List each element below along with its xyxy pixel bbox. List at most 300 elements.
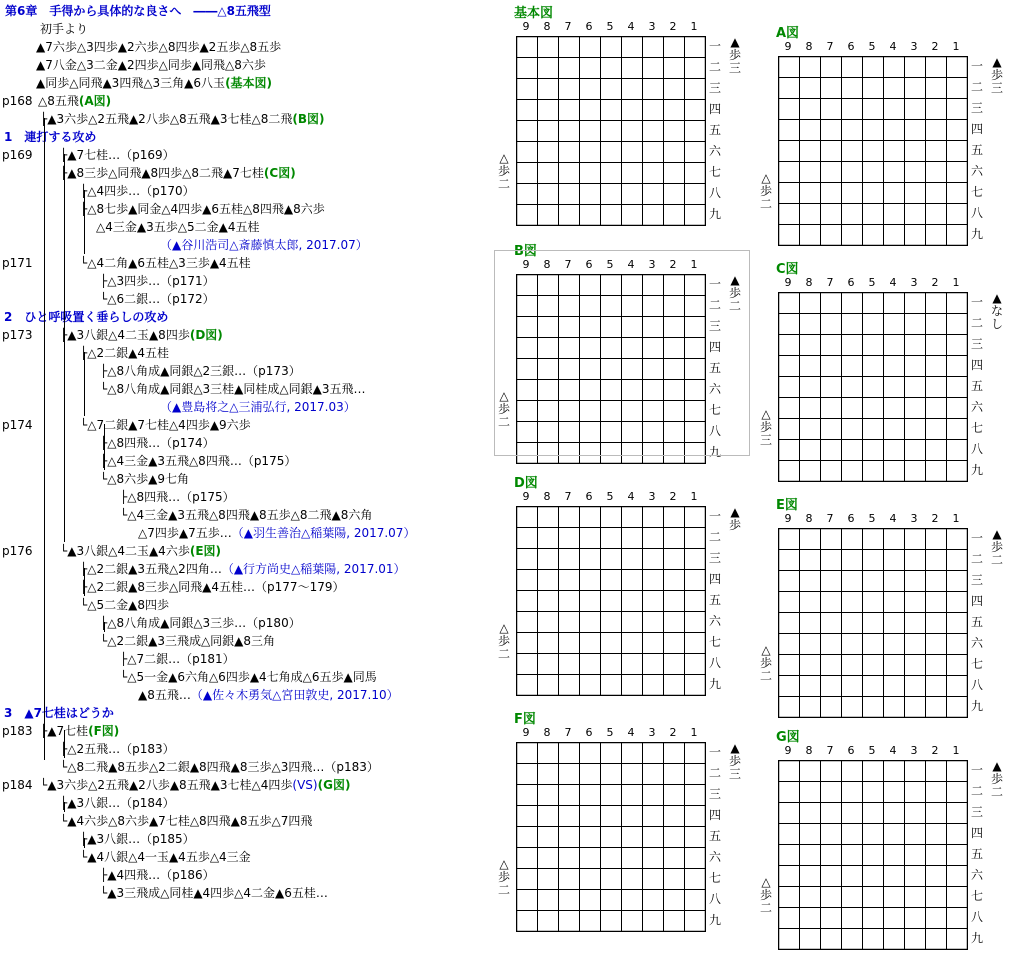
move-text: ├▲3八銀△4二玉▲8四歩 — [60, 328, 190, 342]
sente-hand-pieces: ▲歩二 — [728, 273, 741, 313]
variation-line — [100, 632, 275, 650]
page-ref: p174 — [2, 418, 33, 432]
rank-label: 二 — [708, 298, 721, 312]
file-label: 4 — [627, 258, 635, 271]
gote-hand-pieces: △歩二 — [497, 389, 510, 429]
variation-line — [36, 74, 272, 92]
move-text: △7四歩▲7五歩… — [138, 526, 232, 540]
rank-label: 六 — [708, 144, 721, 158]
rank-label: 一 — [708, 509, 721, 523]
rank-label: 五 — [970, 143, 983, 157]
variation-line — [120, 668, 377, 686]
sente-hand-pieces: ▲歩三 — [990, 55, 1003, 95]
move-text: ├△2二銀▲4五桂 — [80, 346, 169, 360]
move-text: ▲7六歩△3四歩▲2六歩△8四歩▲2五歩△8五歩 — [36, 40, 282, 54]
move-text: └△8二飛▲8五歩△2二銀▲8四飛▲8三歩△3四飛…（p183） — [60, 760, 379, 774]
gote-hand-pieces: △歩二 — [497, 151, 510, 191]
move-text: └△6二銀…（p172） — [100, 292, 215, 306]
file-label: 1 — [952, 40, 960, 53]
rank-label: 二 — [970, 80, 983, 94]
tree-connector — [84, 838, 85, 848]
rank-label: 二 — [970, 552, 983, 566]
rank-label: 一 — [970, 295, 983, 309]
chapter-title — [5, 2, 271, 20]
diagram-ref: (F図) — [88, 724, 120, 738]
page-ref: p173 — [2, 328, 33, 342]
move-text: 2 ひと呼吸置く垂らしの攻め — [4, 310, 169, 324]
move-text: ├△7二銀…（p181） — [120, 652, 235, 666]
file-label: 2 — [931, 40, 939, 53]
variation-line — [100, 884, 328, 902]
rank-label: 二 — [708, 60, 721, 74]
variation-line — [120, 650, 235, 668]
rank-label: 八 — [970, 910, 983, 924]
file-label: 6 — [585, 490, 593, 503]
tree-connector — [44, 118, 45, 760]
file-label: 7 — [564, 20, 572, 33]
file-label: 3 — [648, 20, 656, 33]
file-label: 6 — [847, 276, 855, 289]
rank-label: 五 — [708, 361, 721, 375]
rank-label: 五 — [970, 615, 983, 629]
section-heading — [4, 704, 114, 722]
variation-line — [60, 740, 175, 758]
file-label: 9 — [522, 726, 530, 739]
diagram-title: 基本図 — [514, 6, 554, 21]
diagram-ref: (A図) — [78, 94, 112, 108]
section-heading — [4, 128, 96, 146]
rank-label: 四 — [970, 594, 983, 608]
file-label: 5 — [868, 276, 876, 289]
vs-tag: (VS) — [292, 778, 318, 792]
file-label: 5 — [606, 726, 614, 739]
file-label: 2 — [669, 20, 677, 33]
file-label: 4 — [627, 490, 635, 503]
move-text: ├△8八角成▲同銀△2三銀…（p173） — [100, 364, 301, 378]
variation-line — [60, 146, 175, 164]
gote-hand-pieces: △歩二 — [497, 621, 510, 661]
variation-line — [160, 398, 356, 416]
shogi-board — [778, 292, 968, 482]
file-label: 2 — [669, 490, 677, 503]
sente-hand-pieces: ▲歩三 — [728, 741, 741, 781]
move-text: ├▲3六歩△2五飛▲2八歩△8五飛▲3七桂△8二飛 — [40, 112, 293, 126]
file-label: 8 — [543, 490, 551, 503]
shogi-board — [778, 56, 968, 246]
file-label: 6 — [585, 20, 593, 33]
move-text: └△5一金▲6六角△6四歩▲4七角成△6五歩▲同馬 — [120, 670, 377, 684]
file-label: 4 — [889, 744, 897, 757]
shogi-board — [778, 528, 968, 718]
shogi-board — [516, 36, 706, 226]
file-label: 8 — [543, 258, 551, 271]
move-text: ├▲7七桂 — [40, 724, 89, 738]
rank-label: 八 — [708, 656, 721, 670]
rank-label: 七 — [970, 657, 983, 671]
shogi-board — [778, 760, 968, 950]
sente-hand-pieces: ▲歩三 — [728, 35, 741, 75]
file-label: 7 — [826, 40, 834, 53]
file-label: 6 — [585, 726, 593, 739]
rank-label: 八 — [708, 424, 721, 438]
move-text: （▲谷川浩司△斎藤慎太郎, 2017.07） — [160, 238, 368, 252]
rank-label: 四 — [708, 340, 721, 354]
tree-connector — [64, 802, 65, 812]
rank-label: 一 — [970, 59, 983, 73]
file-label: 2 — [669, 726, 677, 739]
file-label: 5 — [606, 490, 614, 503]
move-text: ├△8八角成▲同銀△3三歩…（p180） — [100, 616, 301, 630]
file-label: 4 — [889, 40, 897, 53]
variation-line — [60, 542, 221, 560]
rank-label: 六 — [970, 164, 983, 178]
variation-line — [120, 506, 372, 524]
variation-line — [36, 38, 281, 56]
variation-line — [80, 344, 169, 362]
move-text: └▲4六歩△8六歩▲7七桂△8四飛▲8五歩△7四飛 — [60, 814, 313, 828]
tree-connector — [104, 424, 105, 470]
file-label: 1 — [690, 490, 698, 503]
move-text: └△4三金▲3五飛△8四飛▲8五歩△8二飛▲8六角 — [120, 508, 373, 522]
variation-line — [96, 218, 259, 236]
rank-label: 九 — [708, 913, 721, 927]
file-label: 6 — [847, 40, 855, 53]
rank-label: 六 — [970, 636, 983, 650]
variation-line — [80, 416, 251, 434]
variation-line — [80, 596, 169, 614]
move-text: ├▲7七桂…（p169） — [60, 148, 175, 162]
move-text: └▲3六歩△2五飛▲2八歩▲8五飛▲3七桂△4四歩 — [40, 778, 293, 792]
tree-connector — [64, 154, 65, 542]
rank-label: 八 — [970, 442, 983, 456]
rank-label: 六 — [708, 850, 721, 864]
rank-label: 四 — [970, 122, 983, 136]
move-text: └▲3三飛成△同桂▲4四歩△4二金▲6五桂… — [100, 886, 328, 900]
variation-line — [80, 560, 406, 578]
variation-line — [80, 830, 195, 848]
game-ref: （▲羽生善治△稲葉陽, 2017.07） — [231, 526, 416, 540]
rank-label: 一 — [708, 39, 721, 53]
section-heading — [4, 308, 168, 326]
diagram-title: E図 — [776, 498, 798, 513]
diagram-ref: (B図) — [292, 112, 325, 126]
gote-hand-pieces: △歩三 — [759, 407, 772, 447]
move-text: └△7二銀▲7七桂△4四歩▲9六歩 — [80, 418, 251, 432]
diagram-ref: (基本図) — [225, 76, 273, 90]
file-label: 6 — [847, 744, 855, 757]
variation-line — [60, 164, 296, 182]
variation-line — [120, 488, 235, 506]
page-ref: p183 — [2, 724, 33, 738]
variation-line — [138, 686, 399, 704]
rank-label: 九 — [708, 207, 721, 221]
move-text: △8五飛 — [38, 94, 79, 108]
file-label: 8 — [805, 512, 813, 525]
file-label: 4 — [889, 276, 897, 289]
variation-tree — [0, 0, 500, 955]
rank-label: 三 — [708, 81, 721, 95]
file-label: 7 — [564, 726, 572, 739]
file-label: 3 — [648, 726, 656, 739]
file-label: 9 — [784, 276, 792, 289]
move-text: └△5二金▲8四歩 — [80, 598, 169, 612]
move-text: └△8八角成▲同銀△3三桂▲同桂成△同銀▲3五飛… — [100, 382, 366, 396]
rank-label: 三 — [708, 551, 721, 565]
variation-line — [40, 776, 350, 794]
variation-line — [80, 848, 251, 866]
move-text: 1 連打する攻め — [4, 130, 97, 144]
board-diagram-base — [497, 2, 754, 227]
rank-label: 八 — [970, 678, 983, 692]
file-label: 6 — [847, 512, 855, 525]
rank-label: 六 — [708, 382, 721, 396]
move-text: （▲豊島将之△三浦弘行, 2017.03） — [160, 400, 356, 414]
page-ref: p184 — [2, 778, 33, 792]
file-label: 5 — [606, 20, 614, 33]
page-ref: p168 — [2, 94, 33, 108]
shogi-board — [516, 506, 706, 696]
file-label: 3 — [910, 40, 918, 53]
diagram-ref: (C図) — [263, 166, 296, 180]
file-label: 7 — [564, 258, 572, 271]
rank-label: 四 — [708, 808, 721, 822]
board-diagram-F — [497, 708, 754, 933]
variation-line — [138, 524, 415, 542]
file-label: 5 — [868, 744, 876, 757]
move-text: ▲7八金△3二金▲2四歩△同歩▲同飛△8六歩 — [36, 58, 266, 72]
file-label: 4 — [627, 726, 635, 739]
file-label: 7 — [826, 276, 834, 289]
rank-label: 八 — [708, 186, 721, 200]
rank-label: 五 — [970, 379, 983, 393]
variation-line — [60, 758, 379, 776]
gote-hand-pieces: △歩二 — [759, 171, 772, 211]
file-label: 7 — [826, 744, 834, 757]
move-text: ├▲3八銀…（p184） — [60, 796, 175, 810]
file-label: 7 — [826, 512, 834, 525]
rank-label: 五 — [708, 829, 721, 843]
move-text: ├▲3八銀…（p185） — [80, 832, 195, 846]
game-ref: （▲佐々木勇気△宮田敦史, 2017.10） — [190, 688, 399, 702]
rank-label: 九 — [970, 463, 983, 477]
sente-hand-pieces: ▲歩二 — [990, 527, 1003, 567]
move-text: ├▲8三歩△同飛▲8四歩△8二飛▲7七桂 — [60, 166, 264, 180]
rank-label: 二 — [970, 316, 983, 330]
move-text: └△4二角▲6五桂△3三歩▲4五桂 — [80, 256, 251, 270]
sente-hand-pieces: ▲歩二 — [990, 759, 1003, 799]
diagram-title: C図 — [776, 262, 799, 277]
page-ref: p176 — [2, 544, 33, 558]
rank-label: 八 — [708, 892, 721, 906]
move-text: ├△8七歩▲同金△4四歩▲6五桂△8四飛▲8六歩 — [80, 202, 325, 216]
tree-connector — [104, 622, 105, 632]
file-label: 9 — [784, 744, 792, 757]
tree-connector — [84, 568, 85, 596]
rank-label: 二 — [708, 530, 721, 544]
rank-label: 七 — [708, 403, 721, 417]
rank-label: 八 — [970, 206, 983, 220]
variation-line — [100, 290, 215, 308]
rank-label: 六 — [970, 868, 983, 882]
diagram-ref: (D図) — [189, 328, 223, 342]
move-text: ├△2二銀▲8三歩△同飛▲4五桂…（p177〜179） — [80, 580, 345, 594]
variation-line — [40, 20, 88, 38]
variation-line — [80, 254, 251, 272]
board-diagram-A — [759, 22, 1015, 247]
rank-label: 三 — [708, 319, 721, 333]
move-text: 第6章 手得から具体的な良さへ ――△8五飛型 — [5, 4, 271, 18]
rank-label: 七 — [970, 185, 983, 199]
rank-label: 五 — [970, 847, 983, 861]
variation-line — [40, 110, 325, 128]
file-label: 3 — [910, 276, 918, 289]
file-label: 3 — [910, 512, 918, 525]
file-label: 1 — [690, 20, 698, 33]
rank-label: 七 — [708, 635, 721, 649]
variation-line — [38, 92, 111, 110]
rank-label: 一 — [708, 745, 721, 759]
gote-hand-pieces: △歩二 — [497, 857, 510, 897]
rank-label: 七 — [970, 889, 983, 903]
diagram-title: F図 — [514, 712, 536, 727]
file-label: 3 — [648, 258, 656, 271]
rank-label: 七 — [970, 421, 983, 435]
game-ref: （▲行方尚史△稲葉陽, 2017.01） — [221, 562, 406, 576]
file-label: 8 — [543, 726, 551, 739]
file-label: 9 — [522, 258, 530, 271]
rank-label: 二 — [970, 784, 983, 798]
rank-label: 四 — [708, 102, 721, 116]
variation-line — [36, 56, 266, 74]
board-diagram-D — [497, 472, 754, 697]
rank-label: 一 — [970, 763, 983, 777]
shogi-board — [516, 742, 706, 932]
variation-line — [60, 326, 223, 344]
file-label: 7 — [564, 490, 572, 503]
board-diagram-C — [759, 258, 1015, 483]
file-label: 8 — [805, 40, 813, 53]
file-label: 5 — [868, 512, 876, 525]
board-diagram-G — [759, 726, 1015, 951]
board-diagram-E — [759, 494, 1015, 719]
file-label: 5 — [868, 40, 876, 53]
rank-label: 三 — [708, 787, 721, 801]
move-text: 3 ▲7七桂はどうか — [4, 706, 114, 720]
rank-label: 五 — [708, 123, 721, 137]
rank-label: 一 — [970, 531, 983, 545]
rank-label: 四 — [970, 358, 983, 372]
file-label: 2 — [931, 512, 939, 525]
variation-line — [60, 794, 175, 812]
diagram-ref: (G図) — [317, 778, 351, 792]
move-text: ├△8四飛…（p174） — [100, 436, 215, 450]
variation-line — [80, 200, 325, 218]
rank-label: 六 — [708, 614, 721, 628]
move-text: 初手より — [40, 22, 89, 36]
rank-label: 五 — [708, 593, 721, 607]
variation-line — [80, 182, 195, 200]
file-label: 4 — [889, 512, 897, 525]
gote-hand-pieces: △歩二 — [759, 875, 772, 915]
diagram-ref: (E図) — [189, 544, 221, 558]
variation-line — [60, 812, 312, 830]
file-label: 8 — [543, 20, 551, 33]
rank-label: 三 — [970, 573, 983, 587]
diagram-title: G図 — [776, 730, 800, 745]
move-text: △4三金▲3五歩△5二金▲4五桂 — [96, 220, 260, 234]
rank-label: 六 — [970, 400, 983, 414]
file-label: 2 — [669, 258, 677, 271]
move-text: └▲3八銀△4二玉▲4六歩 — [60, 544, 190, 558]
variation-line — [100, 614, 301, 632]
rank-label: 九 — [970, 227, 983, 241]
move-text: ├△8四飛…（p175） — [120, 490, 235, 504]
variation-line — [40, 722, 119, 740]
variation-line — [100, 272, 215, 290]
file-label: 2 — [931, 276, 939, 289]
variation-line — [100, 380, 366, 398]
move-text: ├△2五飛…（p183） — [60, 742, 175, 756]
variation-line — [100, 362, 301, 380]
page-ref: p169 — [2, 148, 33, 162]
rank-label: 三 — [970, 101, 983, 115]
file-label: 6 — [585, 258, 593, 271]
move-text: └▲4八銀△4一玉▲4五歩△4三金 — [80, 850, 251, 864]
gote-hand-pieces: △歩二 — [759, 643, 772, 683]
rank-label: 三 — [970, 337, 983, 351]
move-text: └△8六歩▲9七角 — [100, 472, 189, 486]
variation-line — [100, 452, 296, 470]
sente-hand-pieces: ▲なし — [990, 291, 1003, 331]
file-label: 1 — [952, 512, 960, 525]
file-label: 9 — [522, 490, 530, 503]
file-label: 3 — [910, 744, 918, 757]
rank-label: 九 — [708, 445, 721, 459]
move-text: ▲同歩△同飛▲3四飛△3三角▲6八玉 — [36, 76, 226, 90]
variation-line — [100, 866, 215, 884]
move-text: └△2二銀▲3三飛成△同銀▲8三角 — [100, 634, 276, 648]
rank-label: 四 — [970, 826, 983, 840]
file-label: 5 — [606, 258, 614, 271]
file-label: 1 — [690, 726, 698, 739]
tree-connector — [64, 730, 65, 758]
rank-label: 七 — [708, 871, 721, 885]
diagram-title: A図 — [776, 26, 800, 41]
diagram-title: D図 — [514, 476, 538, 491]
move-text: ├△4三金▲3五飛△8四飛…（p175） — [100, 454, 297, 468]
tree-connector — [84, 352, 85, 416]
file-label: 8 — [805, 276, 813, 289]
file-label: 9 — [784, 40, 792, 53]
diagram-title: B図 — [514, 244, 537, 259]
rank-label: 一 — [708, 277, 721, 291]
move-text: ├△2二銀▲3五飛△2四角… — [80, 562, 222, 576]
variation-line — [80, 578, 344, 596]
move-text: ├△3四歩…（p171） — [100, 274, 215, 288]
rank-label: 四 — [708, 572, 721, 586]
file-label: 8 — [805, 744, 813, 757]
file-label: 9 — [522, 20, 530, 33]
variation-line — [100, 470, 189, 488]
rank-label: 九 — [970, 699, 983, 713]
file-label: 1 — [690, 258, 698, 271]
sente-hand-pieces: ▲歩 — [728, 505, 741, 532]
file-label: 2 — [931, 744, 939, 757]
file-label: 1 — [952, 276, 960, 289]
variation-line — [100, 434, 215, 452]
move-text: ├△4四歩…（p170） — [80, 184, 195, 198]
rank-label: 七 — [708, 165, 721, 179]
